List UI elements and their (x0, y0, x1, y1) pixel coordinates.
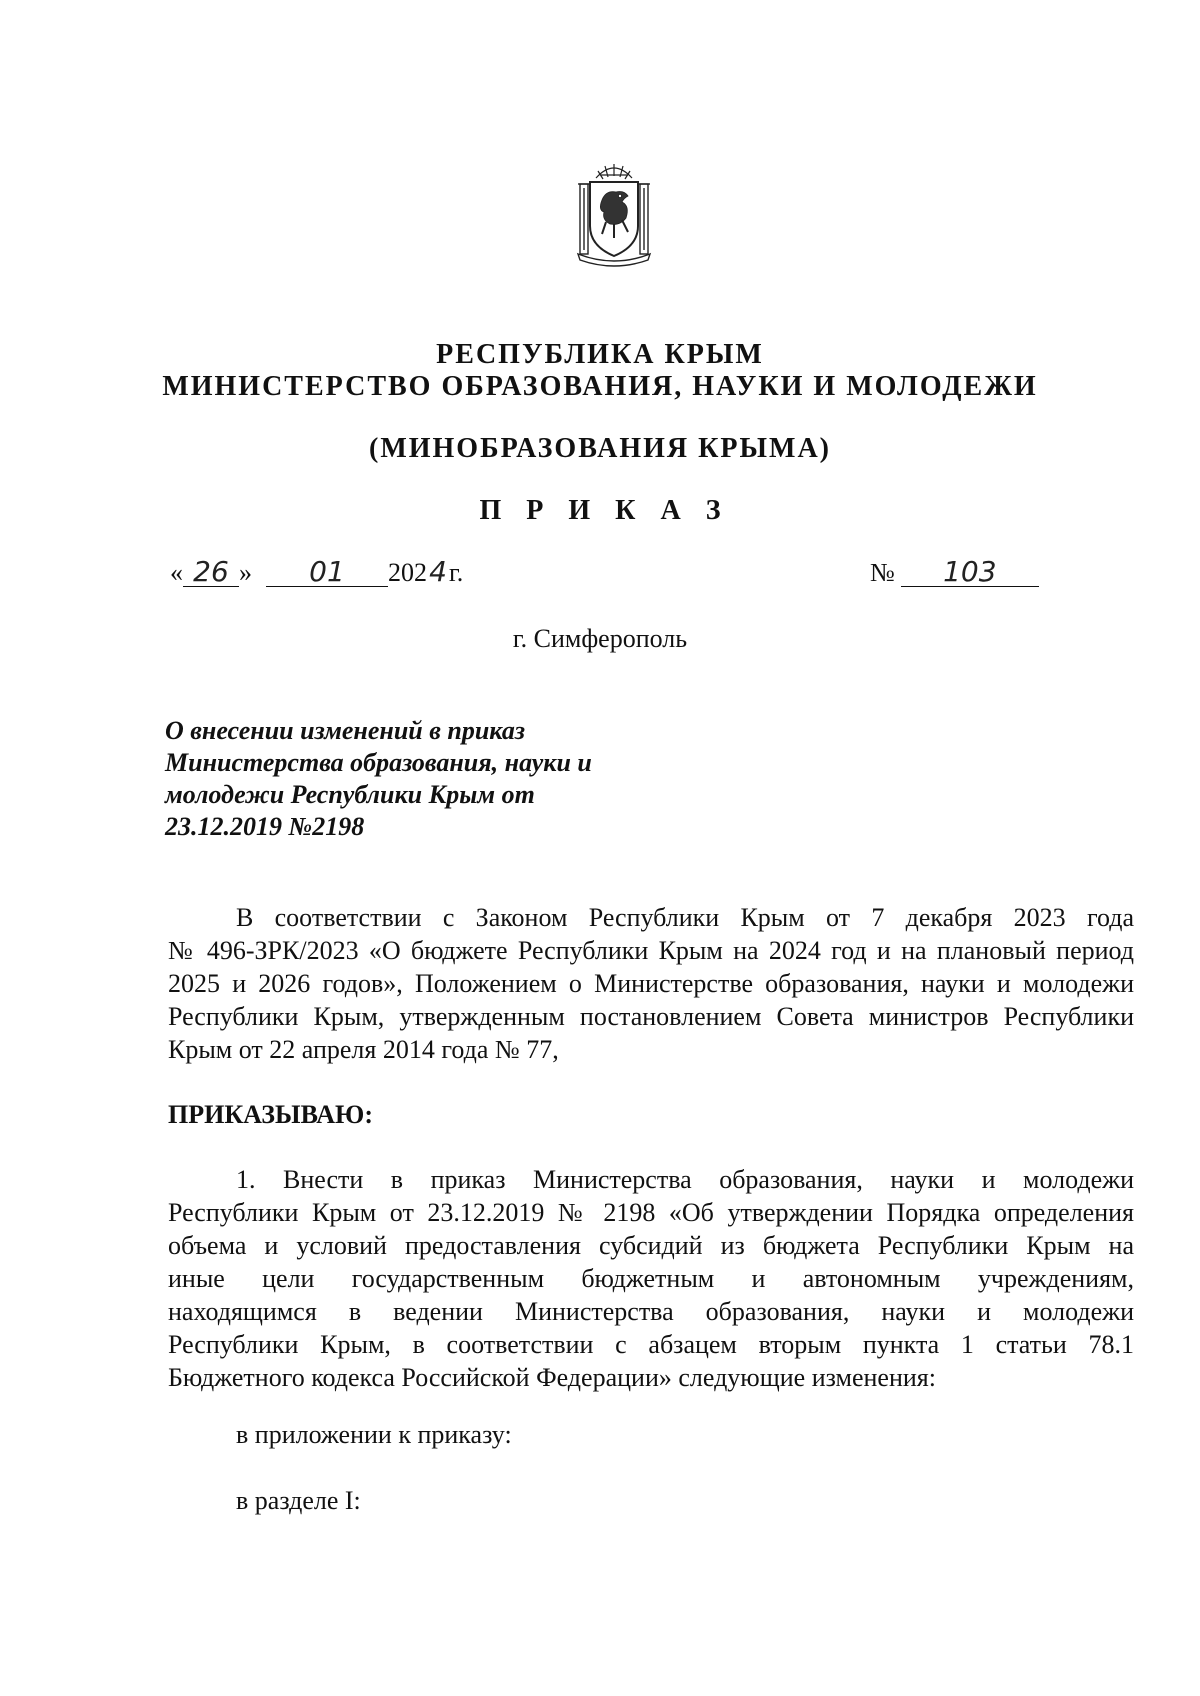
date-year-suffix: 4 (429, 555, 447, 588)
subject-line: О внесении изменений в приказ (165, 716, 525, 745)
order-directive: ПРИКАЗЫВАЮ: (168, 1100, 373, 1129)
date-year-prefix: 202 (388, 558, 427, 587)
ministry-abbreviation: (МИНОБРАЗОВАНИЯ КРЫМА) (369, 433, 831, 464)
order-number (870, 556, 1039, 590)
item-1-line: Республики Крым от 23.12.2019 № 2198 «Об утверждении Порядка определения (168, 1198, 1134, 1227)
order-subject (165, 715, 635, 843)
subject-line: Министерства образования, науки и (165, 748, 592, 777)
date-year-mark: г. (449, 558, 464, 587)
preamble-line: В соответствии с Законом Республики Крым от 7 декабря 2023 года (236, 903, 1134, 932)
order-date (170, 556, 463, 590)
date-month: 01 (266, 558, 388, 587)
preamble-line: № 496-ЗРК/2023 «О бюджете Республики Крым на 2024 год и на плановый период (168, 936, 1134, 965)
preamble-line: 2025 и 2026 годов», Положением о Министерстве образования, науки и молодежи (168, 969, 1134, 998)
item-1-line: иные цели государственным бюджетным и автономным учреждениям, (168, 1264, 1134, 1293)
date-day: 26 (183, 558, 239, 587)
annex-line: в приложении к приказу: (236, 1420, 512, 1449)
subject-line: 23.12.2019 №2198 (165, 812, 365, 841)
date-open-quote: « (170, 558, 183, 587)
item-1-line: Республики Крым, в соответствии с абзацем вторым пункта 1 статьи 78.1 (168, 1330, 1134, 1359)
item-1-line: объема и условий предоставления субсидий из бюджета Республики Крым на (168, 1231, 1134, 1260)
item-1-line: Бюджетного кодекса Российской Федерации» следующие изменения: (168, 1363, 936, 1392)
item-1-paragraph (168, 1163, 1134, 1394)
date-close-quote: » (239, 558, 252, 587)
preamble-line: Крым от 22 апреля 2014 года № 77, (168, 1035, 559, 1064)
document-type-title: П Р И К А З (479, 495, 730, 526)
preamble-paragraph (168, 901, 1134, 1066)
item-1-line: 1. Внести в приказ Министерства образования, науки и молодежи (236, 1165, 1134, 1194)
coat-of-arms-icon (574, 160, 654, 270)
item-1-line: находящимся в ведении Министерства образования, науки и молодежи (168, 1297, 1134, 1326)
section-line: в разделе I: (236, 1486, 361, 1515)
city-line: г. Симферополь (512, 624, 688, 653)
republic-title: РЕСПУБЛИКА КРЫМ (436, 339, 764, 370)
order-number-value: 103 (901, 558, 1039, 587)
preamble-line: Республики Крым, утвержденным постановлением Совета министров Республики (168, 1002, 1134, 1031)
subject-line: молодежи Республики Крым от (165, 780, 535, 809)
ministry-title: МИНИСТЕРСТВО ОБРАЗОВАНИЯ, НАУКИ И МОЛОДЕЖИ (162, 371, 1038, 402)
order-number-label: № (870, 558, 895, 587)
